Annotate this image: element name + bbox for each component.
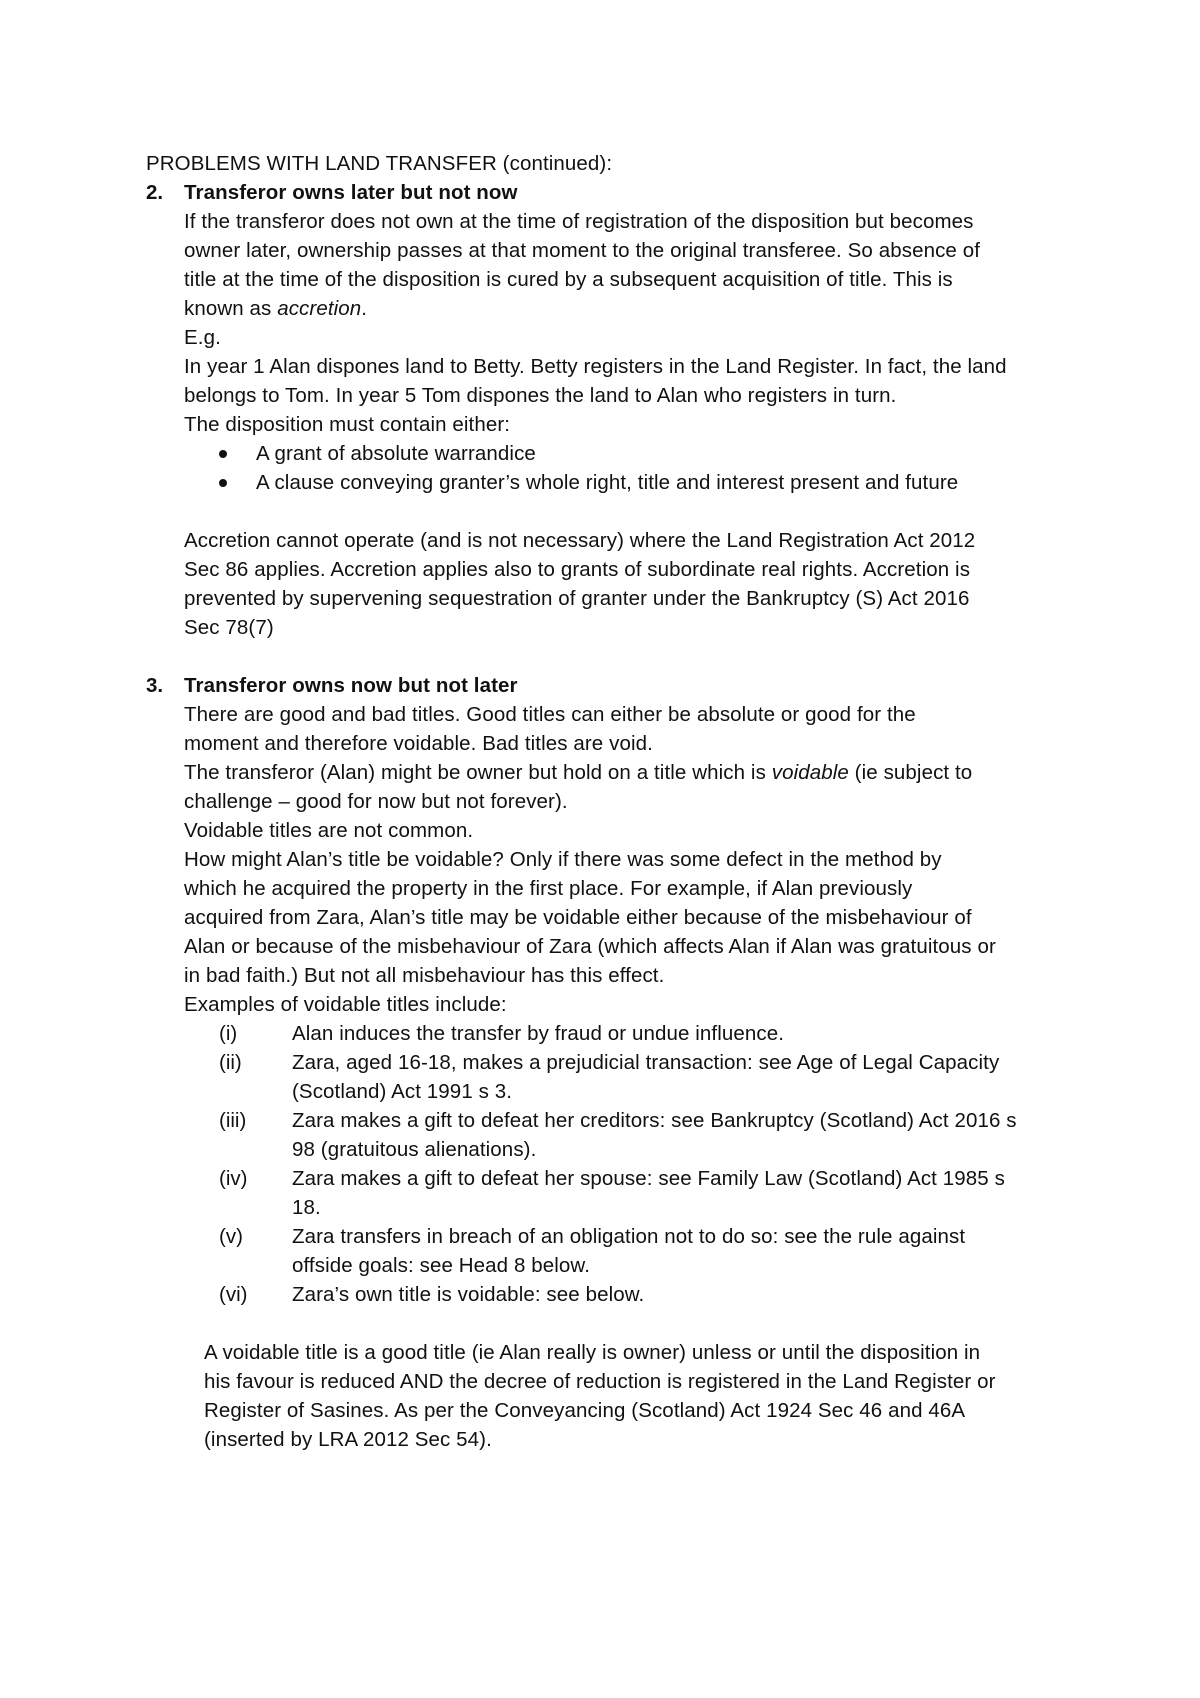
section-2-heading: Transferor owns later but not now xyxy=(184,181,518,204)
example-number: (iii) xyxy=(219,1109,247,1132)
section-2-paragraph-line: If the transferor does not own at the time of registration of the disposition but becomes xyxy=(184,210,974,233)
example-label: E.g. xyxy=(184,326,221,349)
section-2-number: 2. xyxy=(146,181,164,204)
bullet-dot-icon xyxy=(219,479,227,487)
example-number: (i) xyxy=(219,1022,238,1045)
example-item-line: Zara’s own title is voidable: see below. xyxy=(292,1283,645,1306)
text-span: known as xyxy=(184,297,278,320)
example-number: (ii) xyxy=(219,1051,242,1074)
text-span: . xyxy=(361,297,368,320)
closing-paragraph-line: Register of Sasines. As per the Conveyancing (Scotland) Act 1924 Sec 46 and 46A xyxy=(204,1399,966,1422)
accretion-paragraph-line: Sec 78(7) xyxy=(184,616,274,639)
example-item-line: Zara makes a gift to defeat her creditors: see Bankruptcy (Scotland) Act 2016 s xyxy=(292,1109,1017,1132)
text-span: The transferor (Alan) might be owner but hold on a title which is xyxy=(184,761,772,784)
section-3-paragraph-line: challenge – good for now but not forever). xyxy=(184,790,568,813)
example-item-line: (Scotland) Act 1991 s 3. xyxy=(292,1080,513,1103)
section-3-paragraph-line: in bad faith.) But not all misbehaviour has this effect. xyxy=(184,964,665,987)
example-number: (iv) xyxy=(219,1167,248,1190)
section-3-paragraph-line: moment and therefore voidable. Bad titles are void. xyxy=(184,732,653,755)
section-3-paragraph-line: which he acquired the property in the first place. For example, if Alan previously xyxy=(184,877,913,900)
accretion-paragraph-line: Accretion cannot operate (and is not necessary) where the Land Registration Act 2012 xyxy=(184,529,976,552)
example-item-line: offside goals: see Head 8 below. xyxy=(292,1254,590,1277)
bullet-item: A grant of absolute warrandice xyxy=(256,442,536,465)
section-3-paragraph-line xyxy=(184,758,972,787)
accretion-paragraph-line: Sec 86 applies. Accretion applies also to grants of subordinate real rights. Accretion is xyxy=(184,558,971,581)
section-2-paragraph-line xyxy=(184,294,367,323)
example-item-line: Zara, aged 16-18, makes a prejudicial transaction: see Age of Legal Capacity xyxy=(292,1051,1000,1074)
bullet-item: A clause conveying granter’s whole right, title and interest present and future xyxy=(256,471,959,494)
section-3-heading: Transferor owns now but not later xyxy=(184,674,518,697)
closing-paragraph-line: (inserted by LRA 2012 Sec 54). xyxy=(204,1428,492,1451)
disposition-intro: The disposition must contain either: xyxy=(184,413,511,436)
accretion-term: accretion xyxy=(277,297,362,320)
section-3-paragraph-line: There are good and bad titles. Good titles can either be absolute or good for the xyxy=(184,703,916,726)
section-3-number: 3. xyxy=(146,674,164,697)
example-item-line: Alan induces the transfer by fraud or undue influence. xyxy=(292,1022,785,1045)
example-item-line: Zara makes a gift to defeat her spouse: see Family Law (Scotland) Act 1985 s xyxy=(292,1167,1005,1190)
examples-intro: Examples of voidable titles include: xyxy=(184,993,507,1016)
bullet-dot-icon xyxy=(219,450,227,458)
example-item-line: 18. xyxy=(292,1196,321,1219)
document-title: PROBLEMS WITH LAND TRANSFER (continued): xyxy=(146,152,613,175)
example-line: belongs to Tom. In year 5 Tom dispones the land to Alan who registers in turn. xyxy=(184,384,897,407)
section-2-paragraph-line: owner later, ownership passes at that moment to the original transferee. So absence of xyxy=(184,239,981,262)
text-span: (ie subject to xyxy=(848,761,973,784)
example-number: (vi) xyxy=(219,1283,248,1306)
section-3-paragraph-line: Alan or because of the misbehaviour of Zara (which affects Alan if Alan was gratuitous or xyxy=(184,935,996,958)
voidable-term: voidable xyxy=(771,761,849,784)
section-3-paragraph-line: How might Alan’s title be voidable? Only if there was some defect in the method by xyxy=(184,848,942,871)
example-item-line: 98 (gratuitous alienations). xyxy=(292,1138,537,1161)
section-3-paragraph-line: acquired from Zara, Alan’s title may be voidable either because of the misbehaviour of xyxy=(184,906,972,929)
closing-paragraph-line: A voidable title is a good title (ie Alan really is owner) unless or until the disposition in xyxy=(204,1341,981,1364)
example-line: In year 1 Alan dispones land to Betty. Betty registers in the Land Register. In fact, the land xyxy=(184,355,1007,378)
closing-paragraph-line: his favour is reduced AND the decree of reduction is registered in the Land Register or xyxy=(204,1370,996,1393)
section-3-paragraph-line: Voidable titles are not common. xyxy=(184,819,474,842)
section-2-paragraph-line: title at the time of the disposition is cured by a subsequent acquisition of title. This is xyxy=(184,268,953,291)
example-number: (v) xyxy=(219,1225,243,1248)
accretion-paragraph-line: prevented by supervening sequestration of granter under the Bankruptcy (S) Act 2016 xyxy=(184,587,970,610)
example-item-line: Zara transfers in breach of an obligation not to do so: see the rule against xyxy=(292,1225,966,1248)
